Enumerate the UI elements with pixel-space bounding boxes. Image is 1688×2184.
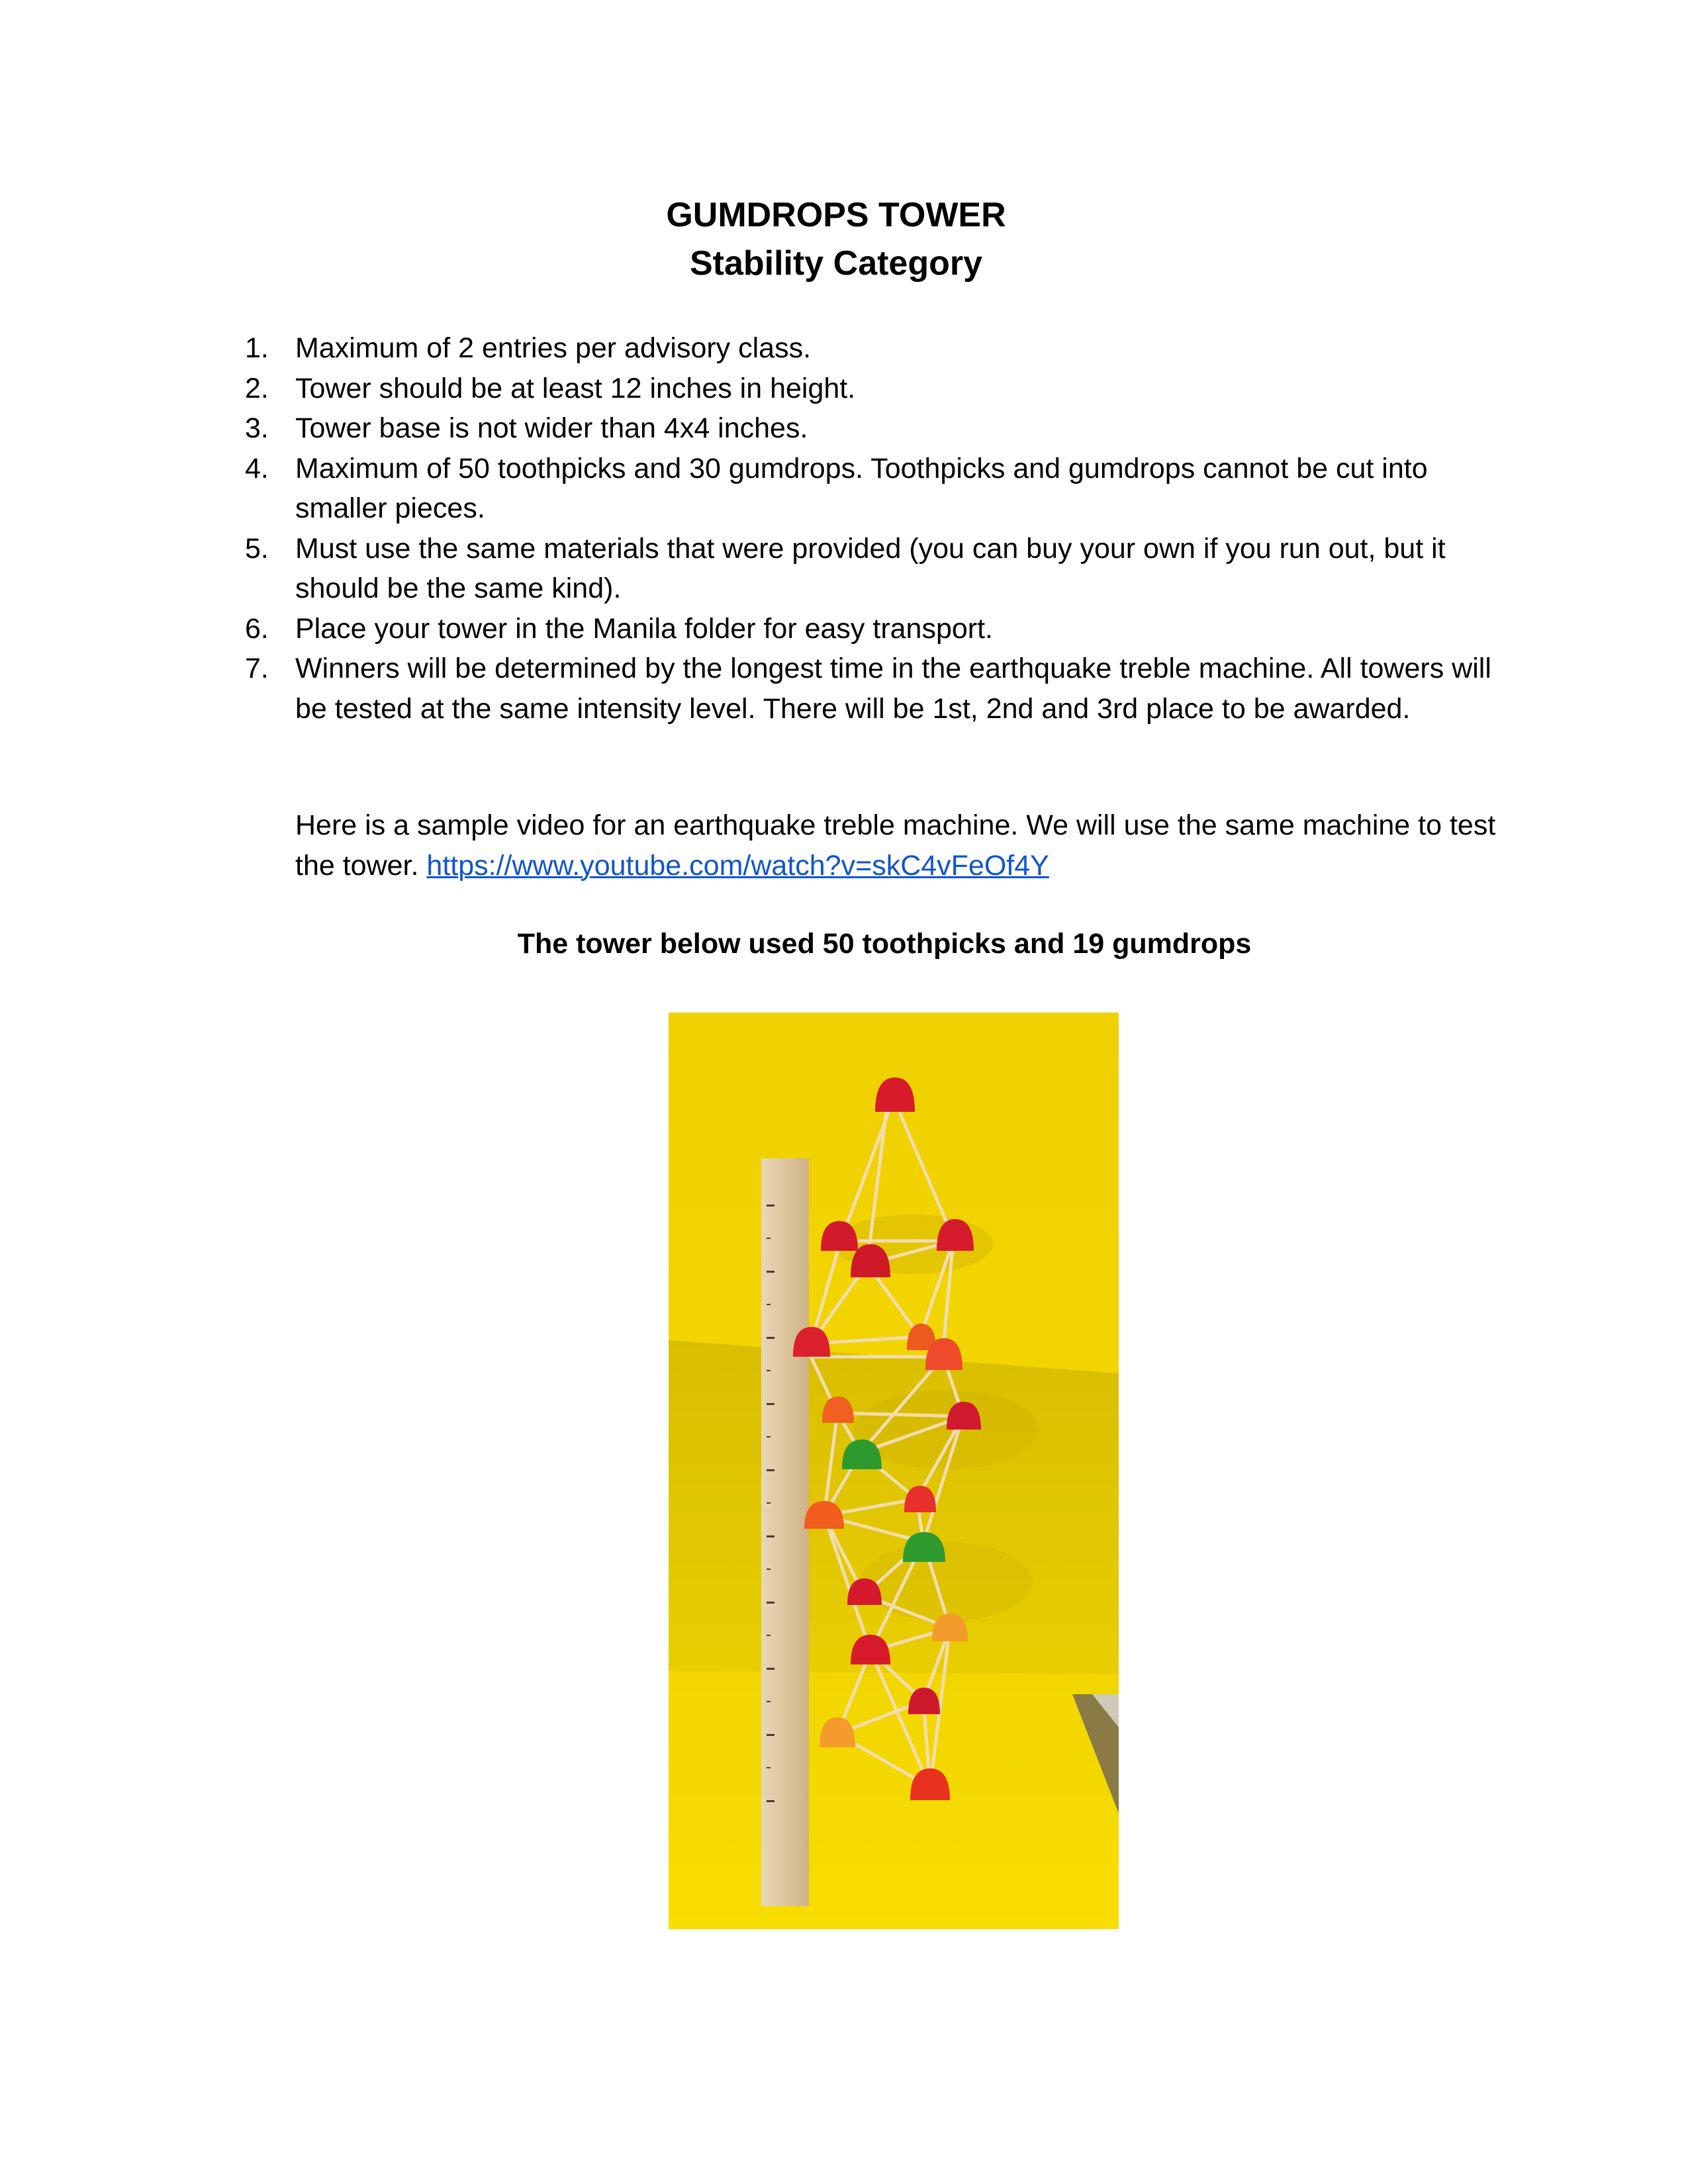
tower-photo: [669, 1013, 1119, 1929]
document-title: GUMDROPS TOWER: [666, 196, 1006, 234]
rule-text: Must use the same materials that were provided (you can buy your own if you run out, but it should be the same kind).: [295, 532, 1446, 604]
rule-item: [245, 649, 1503, 729]
rule-number: 7.: [245, 653, 269, 684]
rule-number: 5.: [245, 532, 269, 565]
rule-number: 2.: [245, 372, 269, 404]
sample-video-note: [295, 805, 1540, 886]
rule-number: 1.: [245, 332, 269, 364]
photo-caption: The tower below used 50 toothpicks and 19 gumdrops: [517, 928, 1252, 960]
rule-number: 4.: [245, 452, 269, 484]
rule-text: Maximum of 2 entries per advisory class.: [295, 332, 812, 364]
rule-item: [245, 609, 1503, 649]
note-text: Here is a sample video for an earthquake treble machine. We will use the same machine to test the tower.: [295, 809, 1496, 882]
rule-item: [245, 328, 1503, 369]
rule-text: Maximum of 50 toothpicks and 30 gumdrops. Toothpicks and gumdrops cannot be cut into smaller pieces.: [295, 452, 1428, 524]
tower-photo-illustration: [669, 1013, 1119, 1929]
rule-text: Tower should be at least 12 inches in height.: [295, 372, 856, 404]
youtube-link[interactable]: https://www.youtube.com/watch?v=skC4vFeOf4Y: [426, 849, 1049, 882]
rule-item: [245, 449, 1503, 529]
rule-text: Winners will be determined by the longest time in the earthquake treble machine. All towers will be tested at the same intensity level. There will be 1st, 2nd and 3rd place to be awarded.: [295, 653, 1491, 725]
rule-item: [245, 529, 1503, 609]
document-subtitle: Stability Category: [689, 244, 983, 283]
rules-list: [245, 328, 1503, 729]
rule-text: Place your tower in the Manila folder for easy transport.: [295, 612, 994, 645]
rule-number: 6.: [245, 612, 269, 645]
rule-item: [245, 369, 1503, 409]
rule-item: [245, 408, 1503, 449]
rule-text: Tower base is not wider than 4x4 inches.: [295, 412, 808, 444]
rule-number: 3.: [245, 412, 269, 444]
